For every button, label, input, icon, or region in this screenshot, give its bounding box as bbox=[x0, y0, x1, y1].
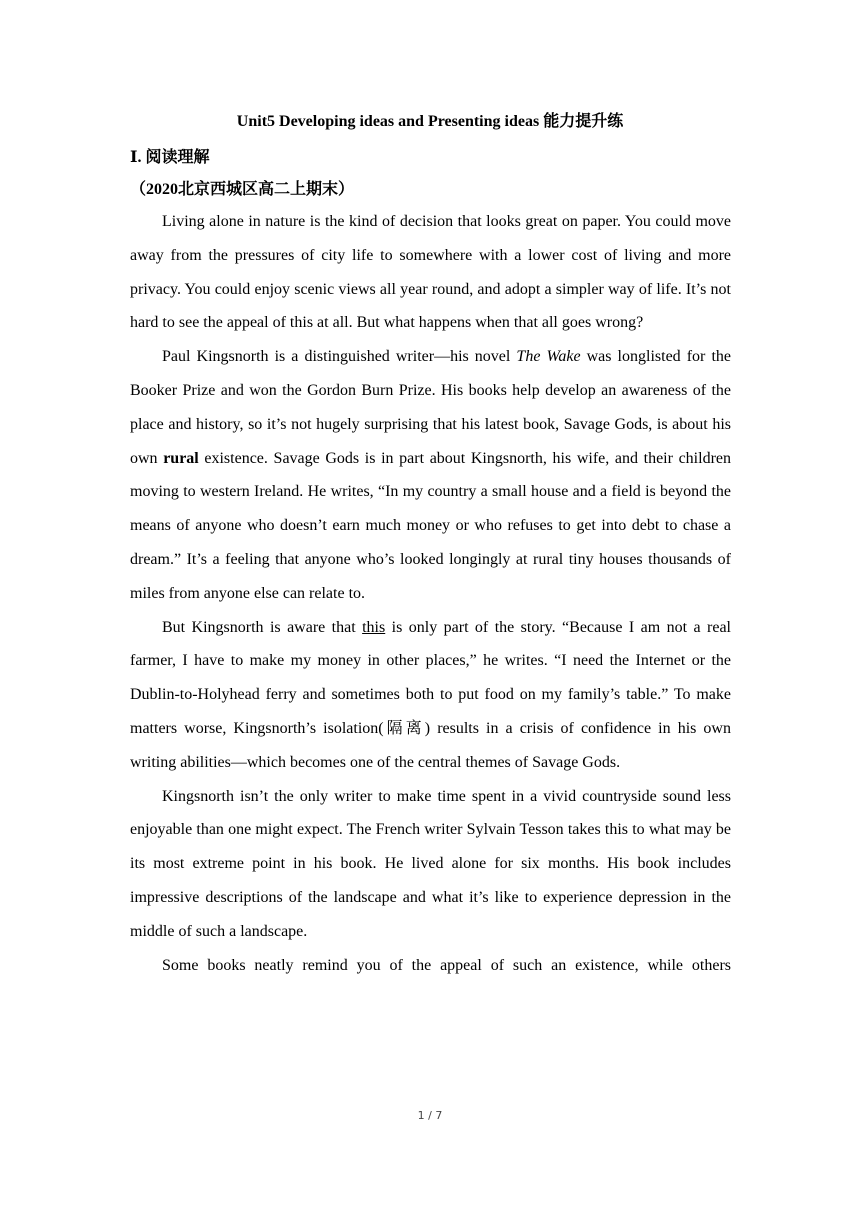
novel-title: The Wake bbox=[516, 348, 581, 366]
paragraph-3 bbox=[130, 611, 731, 780]
paragraph-4: Kingsnorth isn’t the only writer to make time spent in a vivid countryside sound less enjoyable than one might expect. The French writer Sylvain Tesson takes this to what may be its most extreme point in his book. He lived alone for six months. His book includes impressive descriptions of the landscape and what it’s like to experience depression in the middle of such a landscape. bbox=[130, 787, 731, 940]
underlined-word: this bbox=[362, 618, 386, 636]
paragraph-2-text-b: was longlisted for the Booker Prize and won the Gordon Burn Prize. His books help develop an awareness of the place and history, so it’s not hugely surprising that his latest book, Savage Gods, is about his own bbox=[130, 348, 731, 467]
paragraph-5: Some books neatly remind you of the appeal of such an existence, while others bbox=[162, 956, 731, 974]
document-title: Unit5 Developing ideas and Presenting ideas 能力提升练 bbox=[236, 113, 624, 130]
paragraph-2-text-a: Paul Kingsnorth is a distinguished writer—his novel bbox=[162, 348, 517, 366]
passage-body bbox=[130, 205, 731, 982]
paragraph-3-text-a: But Kingsnorth is aware that bbox=[162, 618, 363, 636]
paragraph-3-text-b: is only part of the story. “Because I am not a real farmer, I have to make my money in other places,” he writes. “I need the Internet or the Dublin-to-Holyhead ferry and sometimes both to put food on my family’s table.” To make matters worse, Kingsnorth’s isolation(隔离) results in a crisis of confidence in his own writing abilities—which becomes one of the central themes of Savage Gods. bbox=[130, 618, 731, 771]
paragraph-1: Living alone in nature is the kind of decision that looks great on paper. You could move away from the pressures of city life to somewhere with a lower cost of living and more privacy. You could enjoy scenic views all year round, and adopt a simpler way of life. It’s not hard to see the appeal of this at all. But what happens when that all goes wrong? bbox=[130, 213, 731, 332]
paragraph-2-text-c: existence. Savage Gods is in part about Kingsnorth, his wife, and their children moving to western Ireland. He writes, “In my country a small house and a field is beyond the means of anyone who doesn’t earn much money or who refuses to get into debt to chase a dream.” It’s a feeling that anyone who’s looked longingly at rural tiny houses thousands of miles from anyone else can relate to. bbox=[130, 449, 731, 602]
section-heading: Ⅰ. 阅读理解 bbox=[130, 149, 210, 166]
source-note: （2020北京西城区高二上期末） bbox=[130, 181, 355, 198]
page-number: 1 / 7 bbox=[417, 1109, 443, 1122]
paragraph-2 bbox=[130, 340, 731, 610]
bold-keyword: rural bbox=[163, 449, 199, 467]
